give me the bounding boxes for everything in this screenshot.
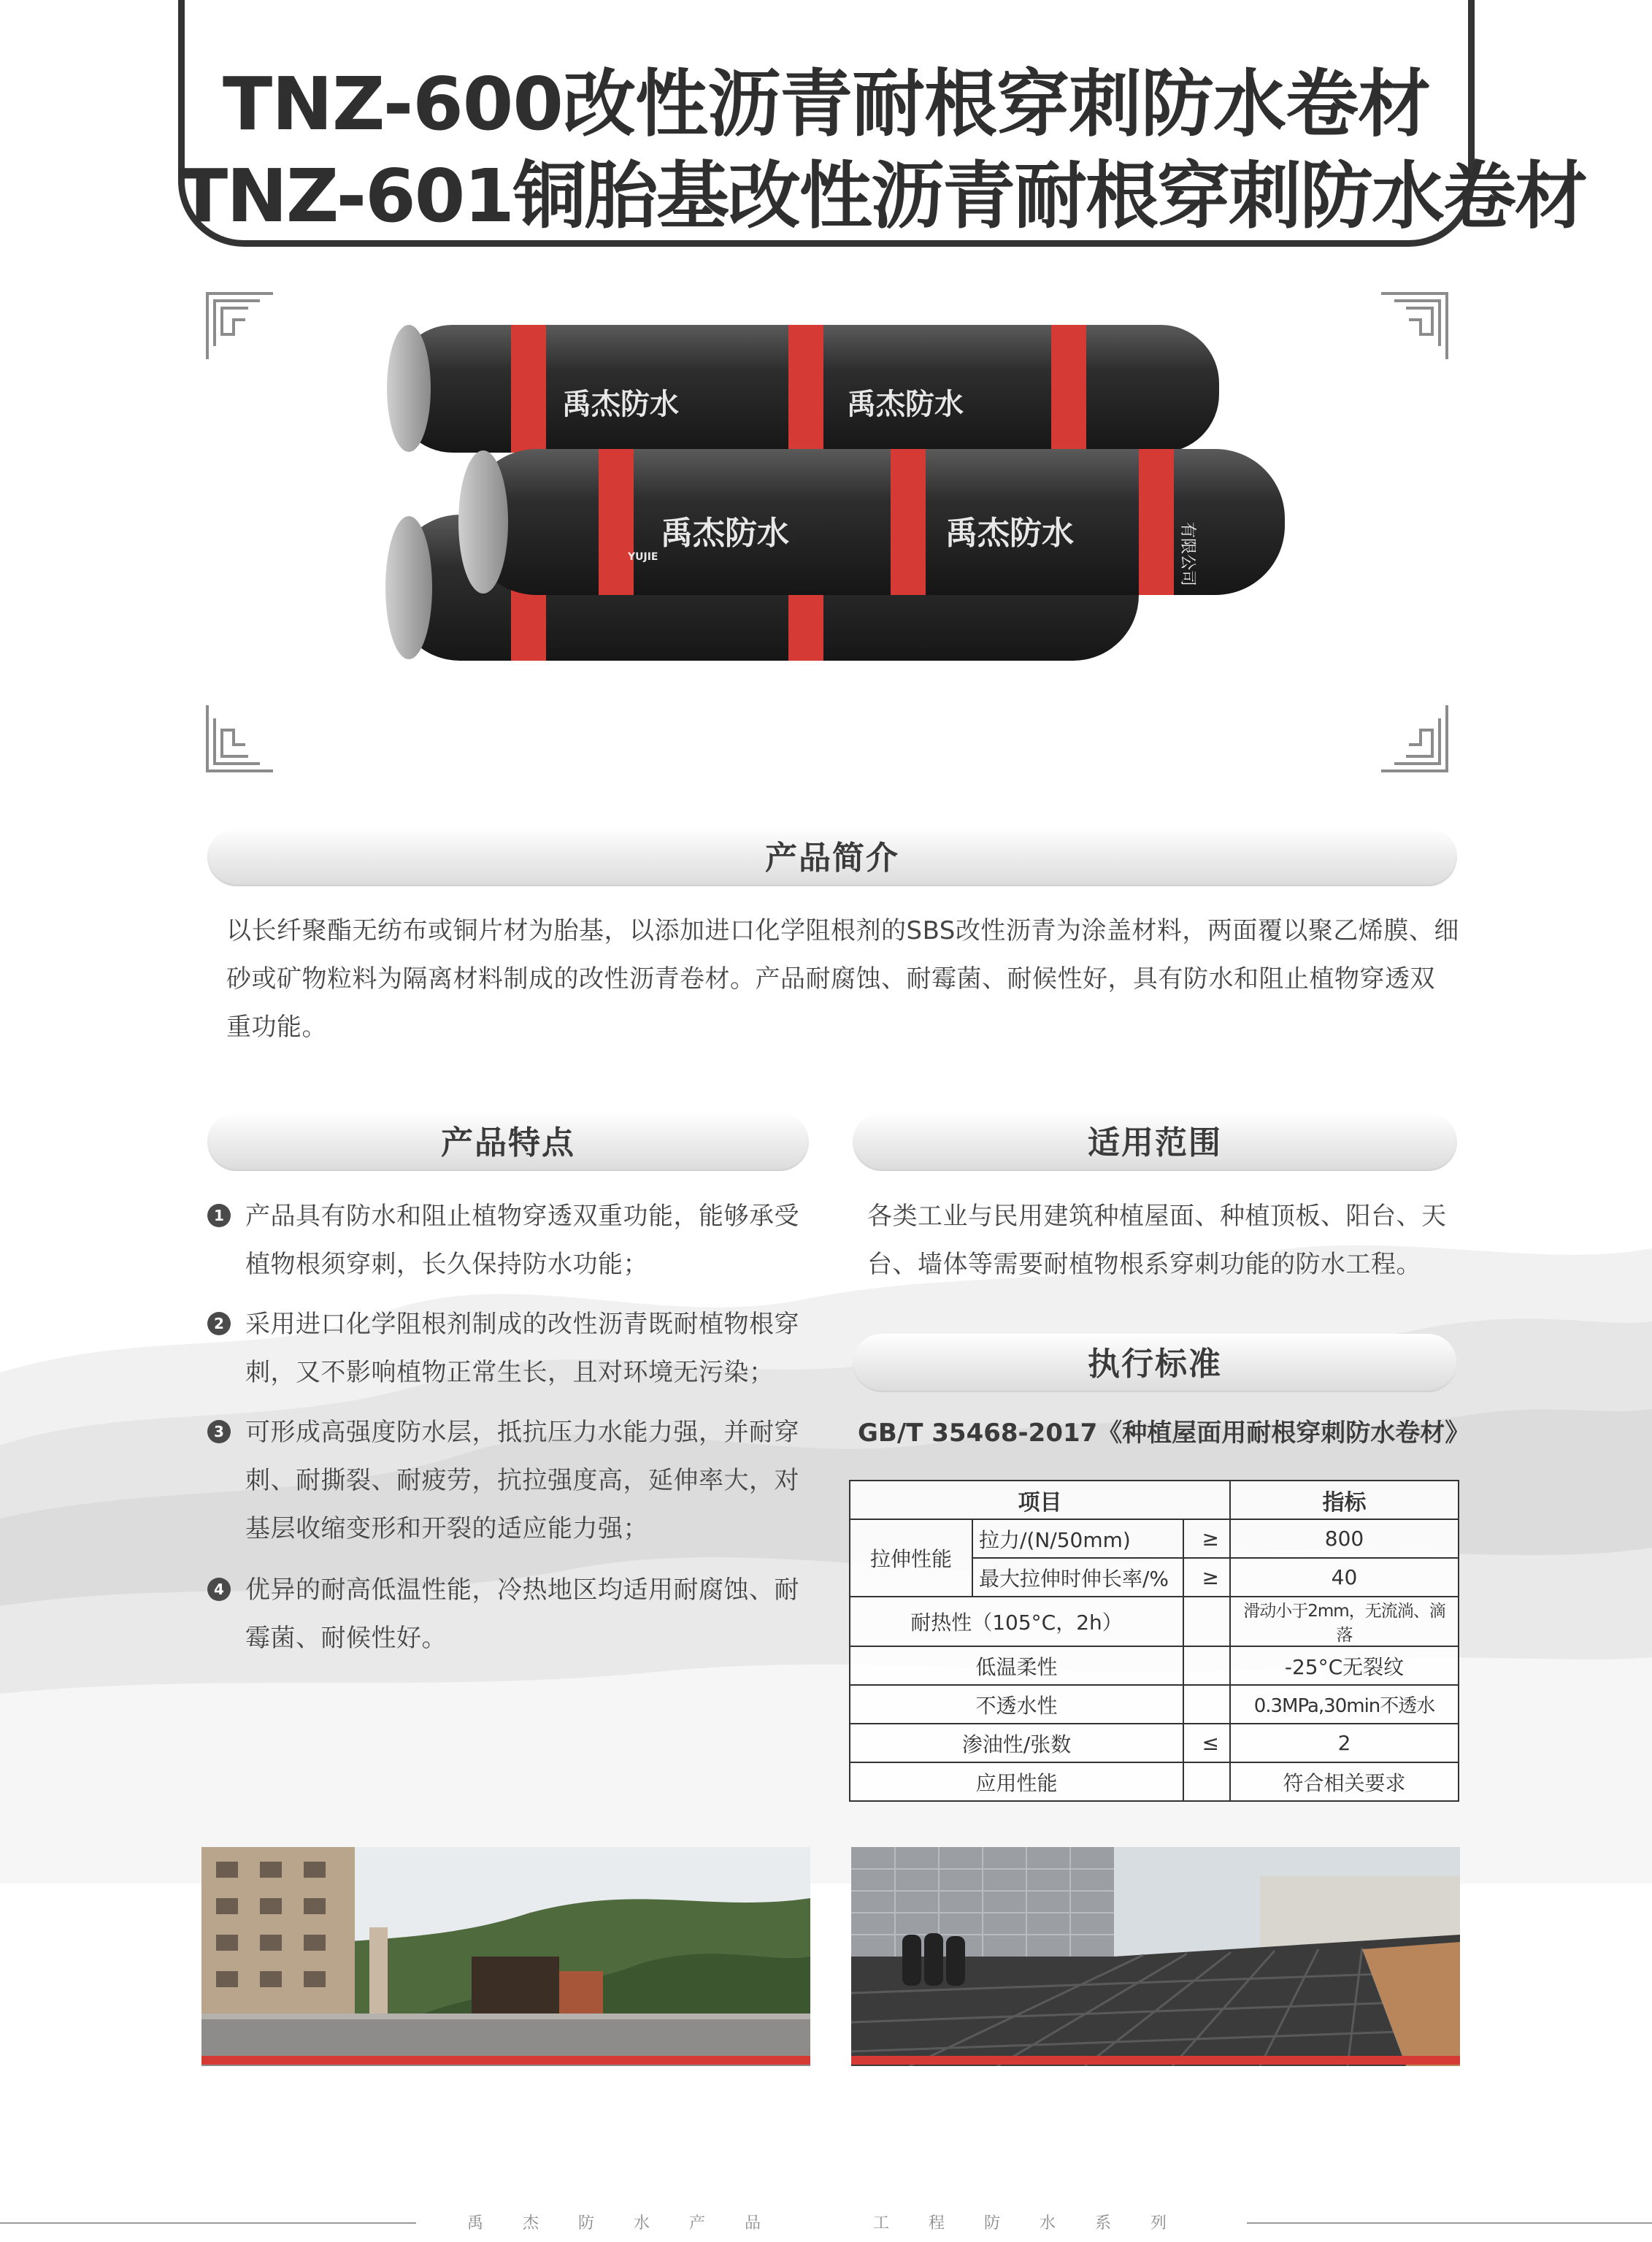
photo-construction-site: [201, 1847, 810, 2066]
feature-text: 产品具有防水和阻止植物穿透双重功能，能够承受植物根须穿刺，长久保持防水功能；: [245, 1202, 799, 1279]
brand-text-back-2: 禹杰防水: [847, 388, 964, 421]
feature-item: [207, 1408, 813, 1562]
table-header-item: 项目: [850, 1481, 1230, 1519]
page-title-line-2: TNZ-601铜胎基改性沥青耐根穿刺防水卷材: [178, 153, 1586, 239]
footer-text-left: 禹杰防水产品: [467, 2214, 801, 2233]
section-heading-intro: 产品简介: [207, 828, 1457, 886]
brand-text-front-1: 禹杰防水: [661, 515, 789, 552]
feature-item: [207, 1192, 813, 1294]
roll-back: [387, 325, 1219, 453]
corner-ornament-bottom-right: [1380, 704, 1450, 774]
table-symbol: ≥: [1183, 1519, 1230, 1558]
brand-en-front: YUJIE: [628, 551, 658, 563]
section-heading-features: 产品特点: [207, 1113, 809, 1171]
feature-number-badge: 3: [207, 1420, 231, 1443]
band-text: 有限公司: [1178, 522, 1196, 587]
table-value: 符合相关要求: [1230, 1762, 1459, 1801]
brand-text-front-2: 禹杰防水: [945, 515, 1074, 552]
table-symbol: ≤: [1183, 1724, 1230, 1762]
corner-ornament-top-left: [204, 291, 274, 361]
table-row: [850, 1685, 1459, 1724]
corner-ornament-top-right: [1380, 291, 1450, 361]
photo-accent-bar-right: [851, 2056, 1460, 2065]
table-symbol: [1183, 1762, 1230, 1801]
section-heading-scope: 适用范围: [853, 1113, 1457, 1171]
intro-text: 以长纤聚酯无纺布或铜片材为胎基，以添加进口化学阻根剂的SBS改性沥青为涂盖材料，两面覆以聚乙烯膜、细砂或矿物粒料为隔离材料制成的改性沥青卷材。产品耐腐蚀、耐霉菌、耐候性好，具有防水和阻止植物穿透双重功能。: [226, 916, 1459, 1042]
table-row: [850, 1646, 1459, 1685]
table-item: 最大拉伸时伸长率/%: [972, 1558, 1183, 1597]
feature-item: [207, 1566, 813, 1668]
table-header-row: [850, 1481, 1459, 1519]
brand-text-back-1: 禹杰防水: [562, 388, 679, 421]
roll-front: [458, 449, 1285, 595]
feature-number-badge: 4: [207, 1578, 231, 1601]
table-value: 40: [1230, 1558, 1459, 1597]
table-value: 滑动小于2mm，无流淌、滴落: [1230, 1597, 1459, 1646]
table-header-index: 指标: [1230, 1481, 1459, 1519]
feature-text: 优异的耐高低温性能，冷热地区均适用耐腐蚀、耐霉菌、耐候性好。: [245, 1575, 799, 1653]
table-symbol: [1183, 1646, 1230, 1685]
photo-drainage-board-site: [851, 1847, 1460, 2066]
feature-item: [207, 1300, 813, 1402]
feature-text: 采用进口化学阻根剂制成的改性沥青既耐植物根穿刺，又不影响植物正常生长，且对环境无污染；: [245, 1310, 799, 1387]
feature-number-badge: 2: [207, 1312, 231, 1335]
footer-text-right: 工程防水系列: [873, 2214, 1207, 2233]
table-group-label: 拉伸性能: [850, 1519, 972, 1597]
table-item: 拉力/(N/50mm): [972, 1519, 1183, 1558]
standard-reference: GB/T 35468-2017《种植屋面用耐根穿刺防水卷材》: [858, 1418, 1470, 1448]
table-row: [850, 1762, 1459, 1801]
table-item: 不透水性: [850, 1685, 1183, 1724]
feature-text: 可形成高强度防水层，抵抗压力水能力强，并耐穿刺、耐撕裂、耐疲劳，抗拉强度高，延伸率大，对基层收缩变形和开裂的适应能力强；: [245, 1418, 799, 1543]
table-value: 2: [1230, 1724, 1459, 1762]
footer-rule-right: [1247, 2222, 1652, 2224]
table-row: [850, 1724, 1459, 1762]
table-item: 应用性能: [850, 1762, 1183, 1801]
table-value: 0.3MPa,30min不透水: [1230, 1685, 1459, 1724]
section-heading-standard: 执行标准: [853, 1334, 1457, 1392]
footer-rule-left: [0, 2222, 416, 2224]
table-row: [850, 1597, 1459, 1646]
table-item: 渗油性/张数: [850, 1724, 1183, 1762]
product-image-membrane-rolls: [380, 303, 1299, 712]
scope-text: 各类工业与民用建筑种植屋面、种植顶板、阳台、天台、墙体等需要耐植物根系穿刺功能的防水工程。: [867, 1202, 1447, 1279]
table-row: [850, 1519, 1459, 1558]
table-value: 800: [1230, 1519, 1459, 1558]
photo-accent-bar-left: [201, 2056, 810, 2065]
table-item: 低温柔性: [850, 1646, 1183, 1685]
table-symbol: ≥: [1183, 1558, 1230, 1597]
table-symbol: [1183, 1597, 1230, 1646]
page-title-line-1: TNZ-600改性沥青耐根穿刺防水卷材: [223, 61, 1430, 147]
spec-table: [849, 1480, 1459, 1802]
table-item: 耐热性（105°C，2h）: [850, 1597, 1183, 1646]
feature-number-badge: 1: [207, 1204, 231, 1227]
corner-ornament-bottom-left: [204, 704, 274, 774]
table-value: -25°C无裂纹: [1230, 1646, 1459, 1685]
table-symbol: [1183, 1685, 1230, 1724]
